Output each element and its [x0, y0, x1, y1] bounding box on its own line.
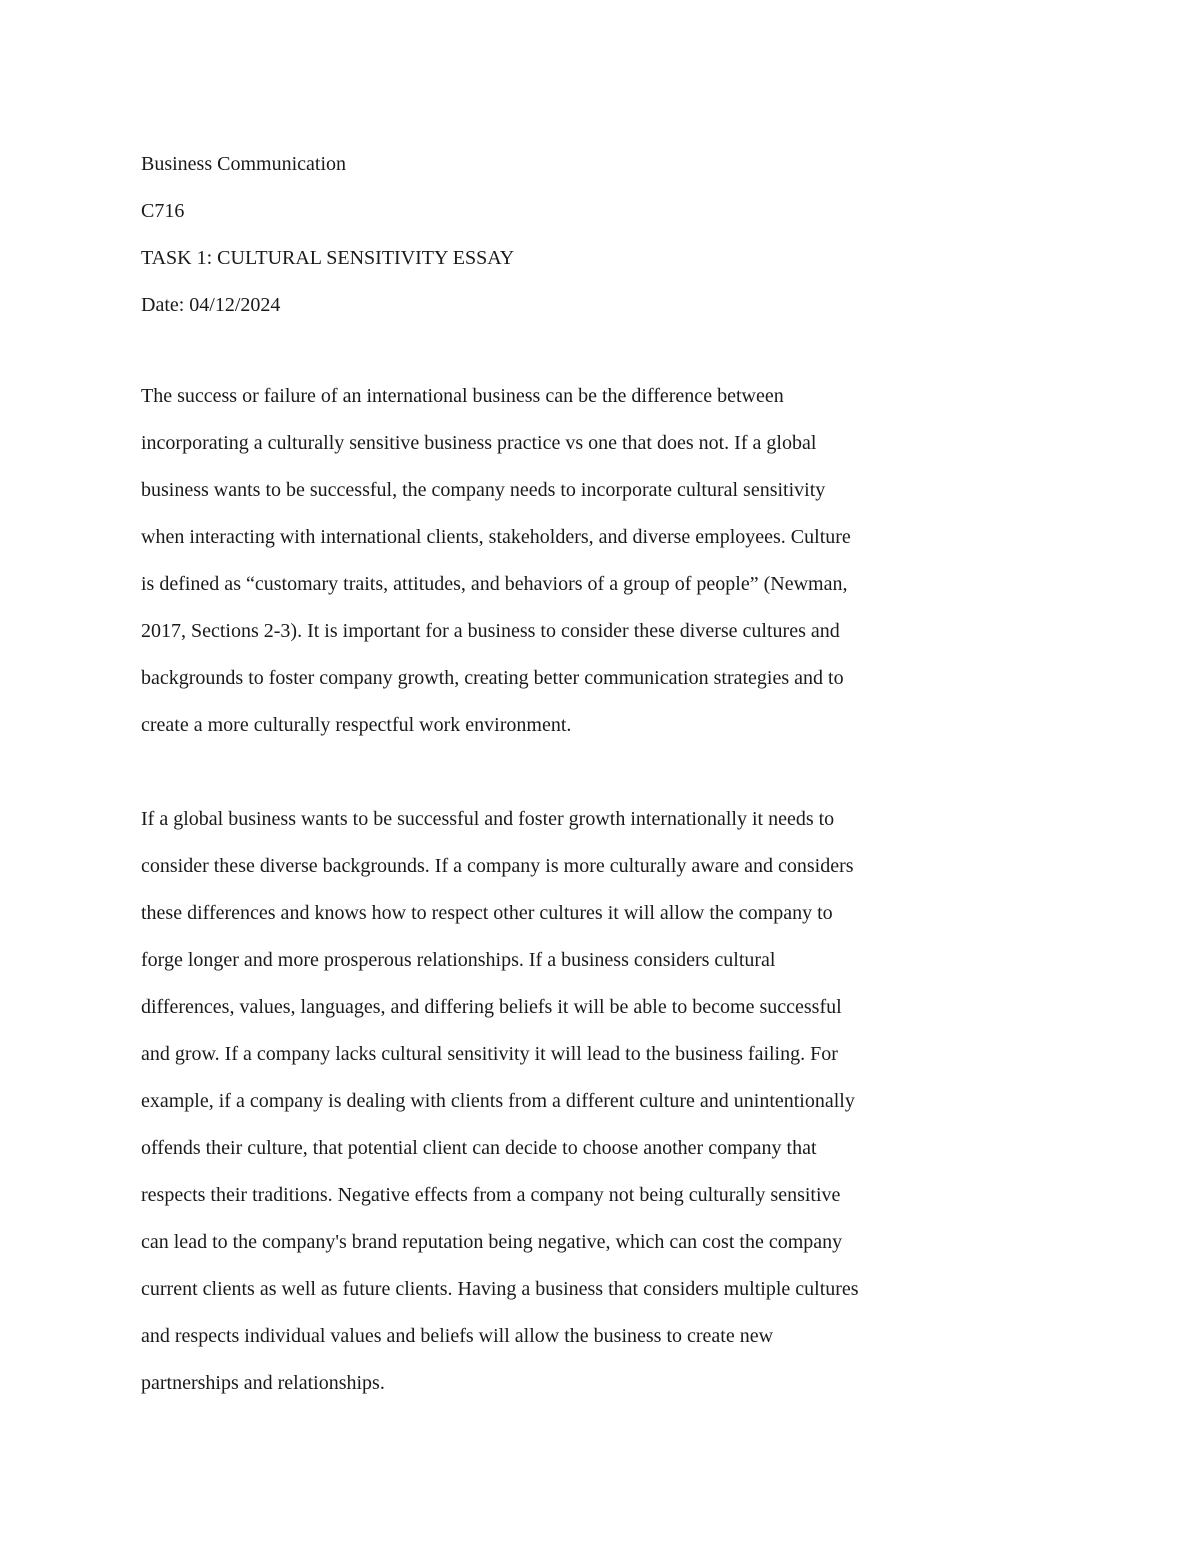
paragraph-line: and respects individual values and beliefs will allow the business to create new: [141, 1325, 774, 1347]
paragraph-line: respects their traditions. Negative effects from a company not being culturally sensitive: [141, 1184, 841, 1206]
course-name: Business Communication: [141, 153, 346, 175]
paragraph-2: [141, 796, 1001, 1407]
paragraph-line: If a global business wants to be successful and foster growth internationally it needs to: [141, 808, 835, 830]
paragraph-line: when interacting with international clients, stakeholders, and diverse employees. Culture: [141, 526, 851, 548]
paragraph-line: business wants to be successful, the company needs to incorporate cultural sensitivity: [141, 479, 826, 501]
paragraph-line: backgrounds to foster company growth, creating better communication strategies and to: [141, 667, 844, 689]
paragraph-line: create a more culturally respectful work environment.: [141, 714, 572, 736]
task-title: TASK 1: CULTURAL SENSITIVITY ESSAY: [141, 247, 515, 269]
essay-date: Date: 04/12/2024: [141, 294, 281, 316]
paragraph-1: [141, 373, 1001, 749]
course-code: C716: [141, 200, 185, 222]
paragraph-line: current clients as well as future clients. Having a business that considers multiple cultures: [141, 1278, 859, 1300]
paragraph-line: forge longer and more prosperous relationships. If a business considers cultural: [141, 949, 776, 971]
paragraph-line: differences, values, languages, and differing beliefs it will be able to become successful: [141, 996, 842, 1018]
paragraph-line: consider these diverse backgrounds. If a company is more culturally aware and considers: [141, 855, 854, 877]
paragraph-line: partnerships and relationships.: [141, 1372, 385, 1394]
paragraph-line: offends their culture, that potential client can decide to choose another company that: [141, 1137, 817, 1159]
paragraph-line: is defined as “customary traits, attitudes, and behaviors of a group of people” (Newman,: [141, 573, 848, 595]
paragraph-line: incorporating a culturally sensitive business practice vs one that does not. If a global: [141, 432, 817, 454]
paragraph-line: 2017, Sections 2-3). It is important for a business to consider these diverse cultures and: [141, 620, 840, 642]
paragraph-spacer: [141, 749, 1001, 796]
essay-body: [141, 373, 1001, 1407]
paragraph-line: The success or failure of an international business can be the difference between: [141, 385, 784, 407]
paragraph-line: and grow. If a company lacks cultural sensitivity it will lead to the business failing. For: [141, 1043, 838, 1065]
essay-header: [141, 141, 1041, 329]
paragraph-line: example, if a company is dealing with clients from a different culture and unintentionally: [141, 1090, 855, 1112]
paragraph-line: these differences and knows how to respect other cultures it will allow the company to: [141, 902, 833, 924]
paragraph-line: can lead to the company's brand reputation being negative, which can cost the company: [141, 1231, 843, 1253]
